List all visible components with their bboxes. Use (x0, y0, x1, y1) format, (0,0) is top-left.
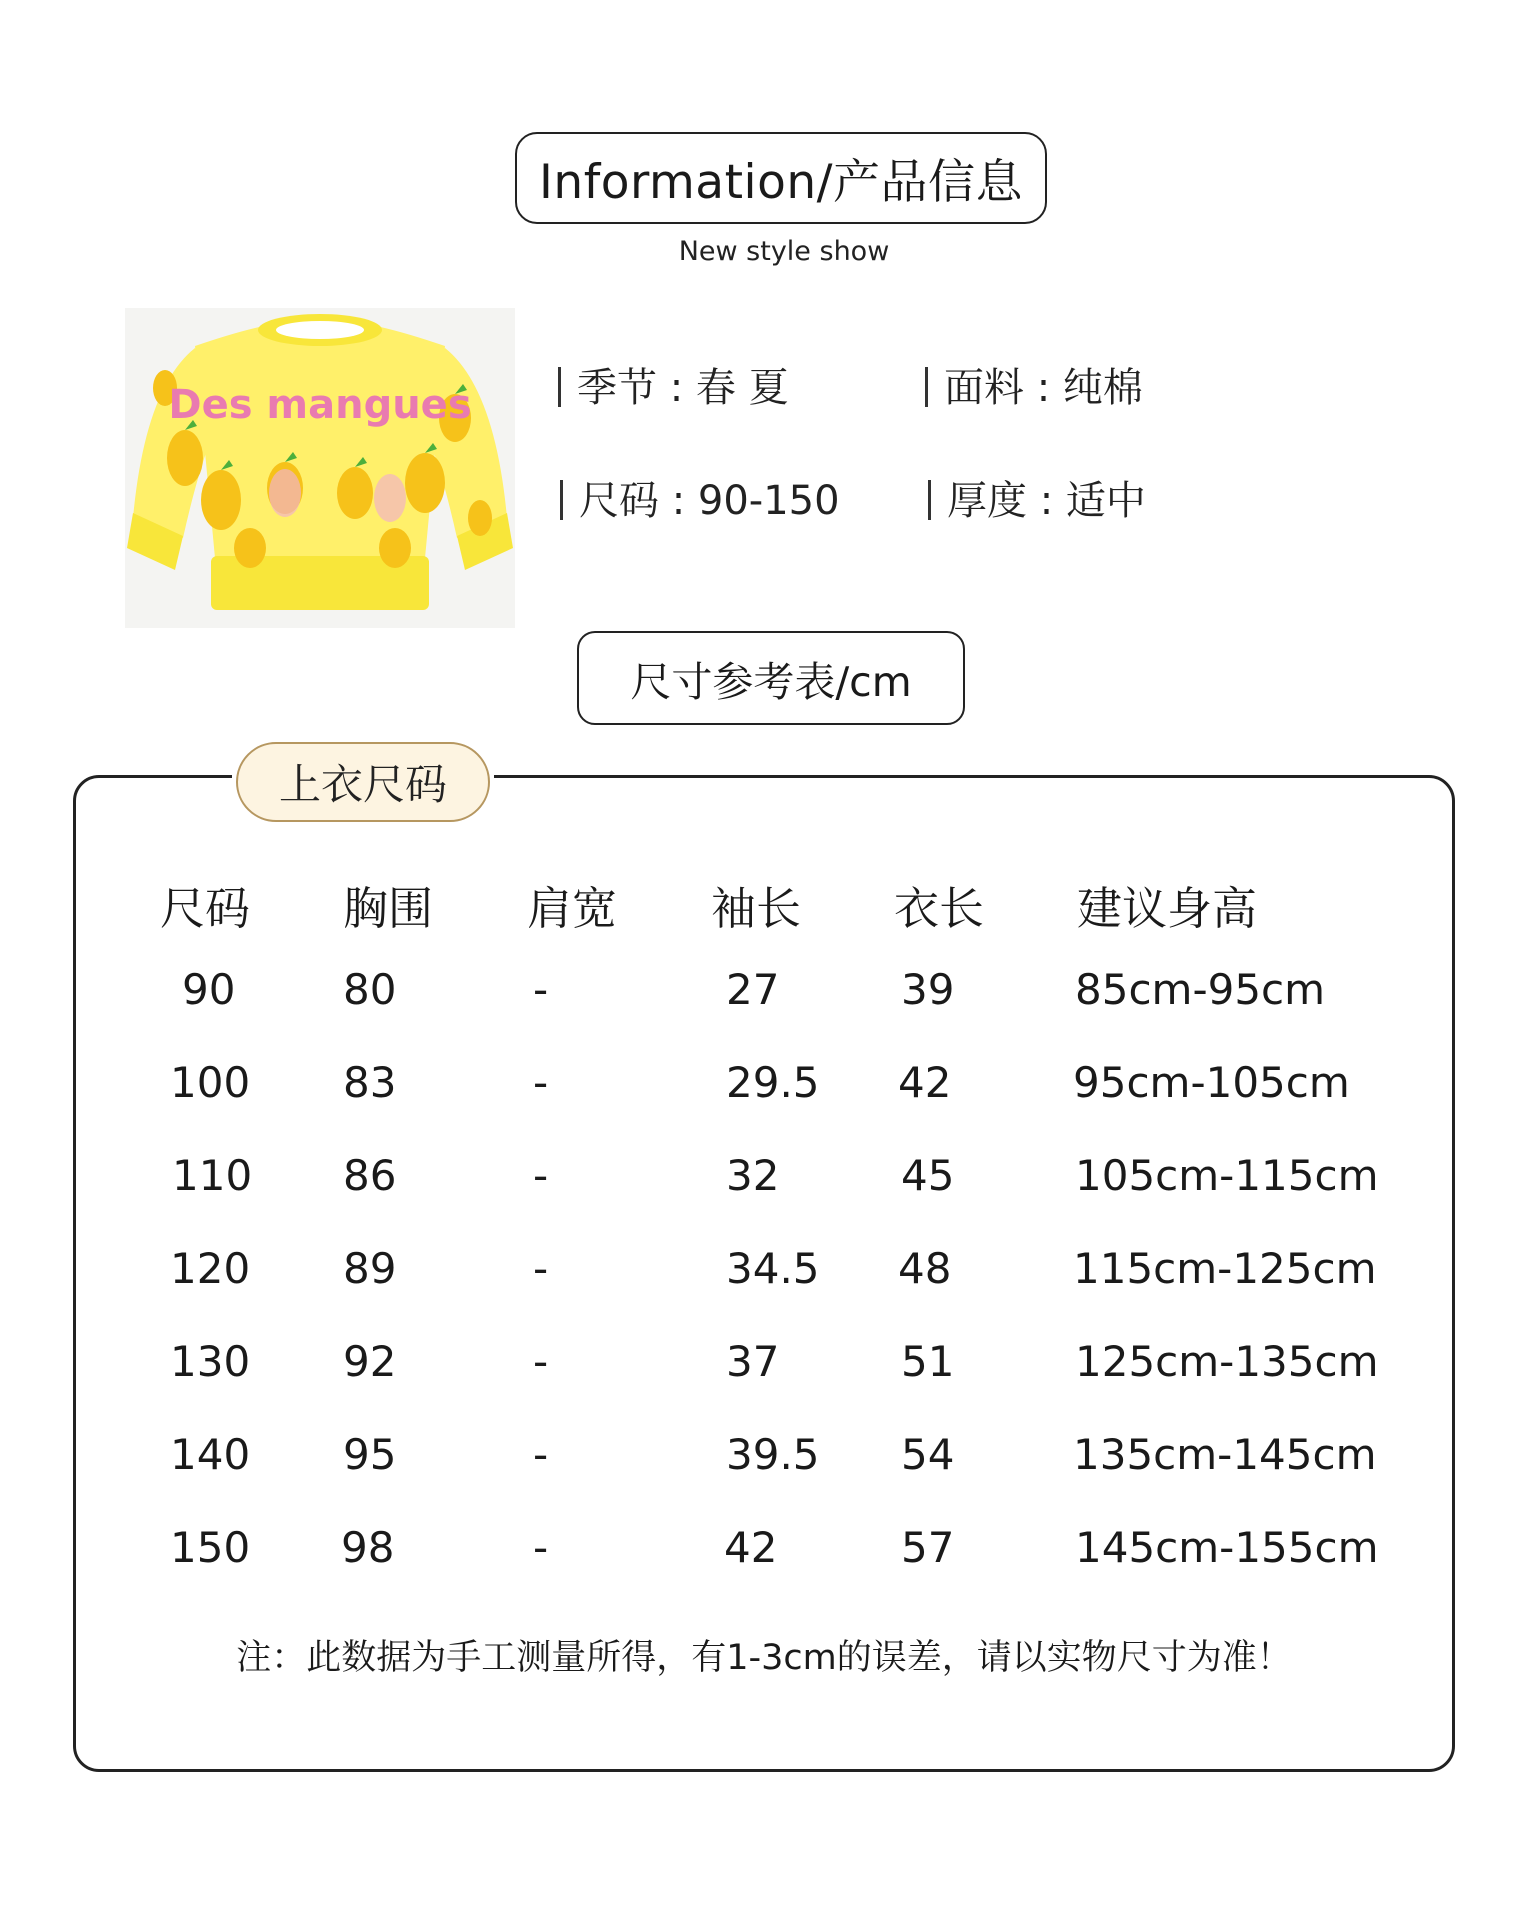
table-cell: 27 (726, 965, 780, 1014)
table-cell: 85cm-95cm (1075, 965, 1326, 1014)
table-cell: 89 (343, 1244, 397, 1293)
table-cell: 29.5 (726, 1058, 820, 1107)
table-cell: 105cm-115cm (1075, 1151, 1379, 1200)
table-cell: 145cm-155cm (1075, 1523, 1379, 1572)
size-chart-title-pill (577, 631, 965, 725)
table-cell: 42 (898, 1058, 952, 1107)
table-cell: 42 (724, 1523, 778, 1572)
table-cell: 130 (170, 1337, 251, 1386)
header-height: 建议身高 (1077, 882, 1258, 935)
table-cell: 135cm-145cm (1073, 1430, 1377, 1479)
table-cell: 37 (726, 1337, 780, 1386)
info-title: Information/产品信息 (539, 154, 1023, 210)
table-cell: - (533, 1244, 549, 1293)
table-cell: 80 (343, 965, 397, 1014)
table-cell: 140 (170, 1430, 251, 1479)
product-image (125, 308, 515, 628)
table-cell: 95 (343, 1430, 397, 1479)
table-cell: 150 (170, 1523, 251, 1572)
table-cell: 51 (901, 1337, 955, 1386)
table-cell: - (533, 1430, 549, 1479)
table-cell: 100 (170, 1058, 251, 1107)
spec-thickness: 厚度 : 适中 (928, 469, 1146, 526)
table-cell: 115cm-125cm (1073, 1244, 1377, 1293)
table-cell: 45 (901, 1151, 955, 1200)
spec-divider (925, 367, 928, 407)
sweatshirt-illustration (125, 308, 515, 628)
table-cell: - (533, 1058, 549, 1107)
table-cell: 92 (343, 1337, 397, 1386)
table-cell: 86 (343, 1151, 397, 1200)
spec-season: 季节 : 春 夏 (558, 356, 789, 413)
table-cell: 83 (343, 1058, 397, 1107)
table-cell: 54 (901, 1430, 955, 1479)
table-cell: 110 (172, 1151, 253, 1200)
header-sleeve: 袖长 (711, 882, 802, 935)
table-cell: 120 (170, 1244, 251, 1293)
top-size-tag (236, 742, 490, 822)
table-cell: 57 (901, 1523, 955, 1572)
spec-divider (560, 480, 563, 520)
table-cell: 90 (182, 965, 236, 1014)
table-cell: - (533, 965, 549, 1014)
measurement-note: 注：此数据为手工测量所得，有1-3cm的误差，请以实物尺寸为准！ (236, 1638, 1292, 1678)
table-cell: 34.5 (726, 1244, 820, 1293)
table-cell: 98 (341, 1523, 395, 1572)
header-size: 尺码 (160, 882, 251, 935)
spec-divider (928, 480, 931, 520)
table-cell: 125cm-135cm (1075, 1337, 1379, 1386)
info-title-pill (515, 132, 1047, 224)
table-cell: - (533, 1151, 549, 1200)
print-text: Des mangues (168, 382, 472, 428)
table-cell: 48 (898, 1244, 952, 1293)
table-cell: 95cm-105cm (1073, 1058, 1350, 1107)
spec-size: 尺码 : 90-150 (560, 469, 840, 526)
subtitle: New style show (678, 236, 890, 267)
table-cell: 32 (726, 1151, 780, 1200)
size-chart-title: 尺寸参考表/cm (630, 657, 912, 706)
table-cell: 39.5 (726, 1430, 820, 1479)
table-cell: - (533, 1523, 549, 1572)
table-cell: - (533, 1337, 549, 1386)
spec-fabric: 面料 : 纯棉 (925, 356, 1143, 413)
top-size-tag-label: 上衣尺码 (278, 760, 447, 809)
header-shoulder: 肩宽 (527, 882, 618, 935)
header-length: 衣长 (894, 882, 985, 935)
header-chest: 胸围 (343, 882, 434, 935)
spec-divider (558, 367, 561, 407)
table-cell: 39 (901, 965, 955, 1014)
